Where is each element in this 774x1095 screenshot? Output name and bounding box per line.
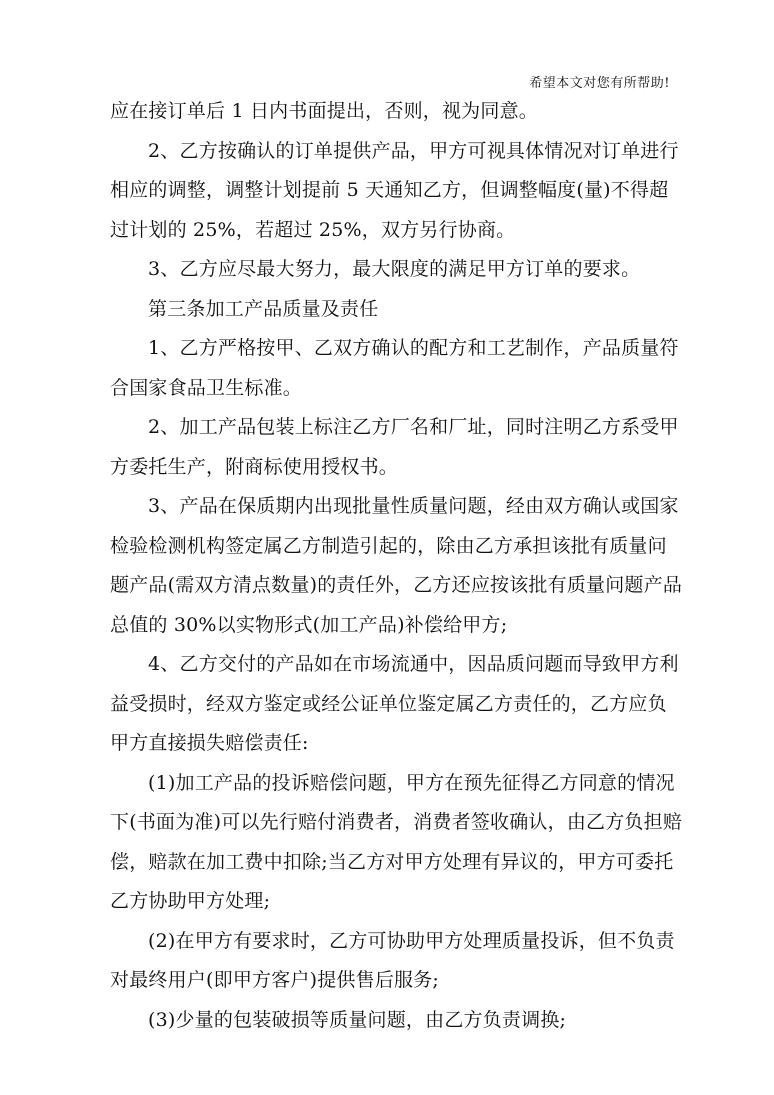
paragraph-packaging-damage: (3)少量的包装破损等质量问题，由乙方负责调换; [148, 1008, 567, 1031]
paragraph-batch-quality-issue: 3、产品在保质期内出现批量性质量问题，经由双方确认或国家检验检测机构签定属乙方制造引起的，除由乙方承担该批有质量问题产品(需双方清点数量)的责任外，乙方还应按该批有质量问题产品总值的 30%以实物形式(加工产品)补偿给甲方; [110, 495, 683, 636]
document-body [110, 92, 684, 1040]
paragraph-continuation: 应在接订单后 1 日内书面提出，否则，视为同意。 [110, 100, 538, 122]
paragraph-complaint-compensation: (1)加工产品的投诉赔偿问题，甲方在预先征得乙方同意的情况下(书面为准)可以先行赔付消费者，消费者签收确认，由乙方负担赔偿，赔款在加工费中扣除;当乙方对甲方处理有异议的，甲方可委托乙方协助甲方处理; [110, 771, 683, 912]
paragraph-order-adjustment: 2、乙方按确认的订单提供产品，甲方可视具体情况对订单进行相应的调整，调整计划提前 5 天通知乙方，但调整幅度(量)不得超过计划的 25%，若超过 25%，双方另行协商。 [110, 139, 679, 241]
paragraph-order-fulfillment: 3、乙方应尽最大努力，最大限度的满足甲方订单的要求。 [148, 258, 641, 280]
paragraph-quality-standard: 1、乙方严格按甲、乙双方确认的配方和工艺制作，产品质量符合国家食品卫生标准。 [110, 337, 679, 399]
section-heading-article-3: 第三条加工产品质量及责任 [148, 297, 379, 320]
paragraph-packaging-label: 2、加工产品包装上标注乙方厂名和厂址，同时注明乙方系受甲方委托生产，附商标使用授权书。 [110, 416, 679, 478]
header-note: 希望本文对您有所帮助! [529, 76, 670, 91]
paragraph-market-liability: 4、乙方交付的产品如在市场流通中，因品质问题而导致甲方利益受损时，经双方鉴定或经公证单位鉴定属乙方责任的，乙方应负甲方直接损失赔偿责任: [110, 653, 679, 754]
paragraph-quality-complaint-assist: (2)在甲方有要求时，乙方可协助甲方处理质量投诉，但不负责对最终用户(即甲方客户)提供售后服务; [110, 929, 675, 991]
